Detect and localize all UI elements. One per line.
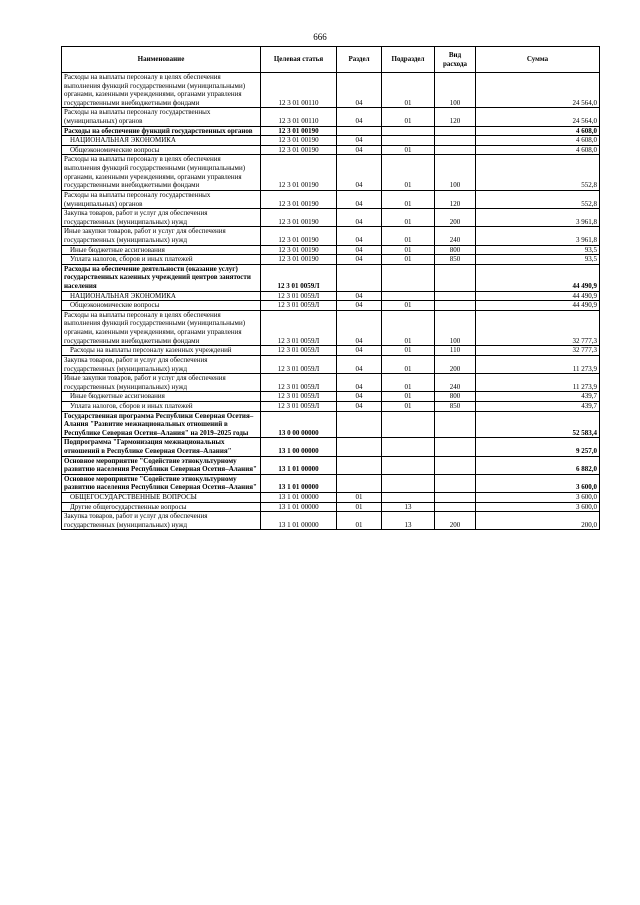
cell-expense-type: 200	[435, 512, 476, 530]
cell-subsection	[382, 411, 435, 438]
cell-name: Уплата налогов, сборов и иных платежей	[62, 401, 261, 411]
cell-subsection: 01	[382, 355, 435, 373]
cell-target: 12 3 01 0059Л	[261, 310, 337, 345]
cell-target: 12 3 01 00190	[261, 209, 337, 227]
cell-name: Общеэкономические вопросы	[62, 301, 261, 311]
cell-subsection: 13	[382, 512, 435, 530]
cell-subsection: 01	[382, 374, 435, 392]
table-row	[62, 346, 600, 356]
cell-amount: 3 600,0	[476, 493, 600, 503]
cell-expense-type: 200	[435, 209, 476, 227]
cell-section: 04	[337, 108, 382, 126]
cell-target: 12 3 01 0059Л	[261, 264, 337, 291]
cell-expense-type: 110	[435, 346, 476, 356]
cell-amount: 93,5	[476, 255, 600, 265]
cell-amount: 552,8	[476, 155, 600, 190]
cell-section: 01	[337, 493, 382, 503]
cell-name: Закупка товаров, работ и услуг для обеспечения государственных (муниципальных) нужд	[62, 209, 261, 227]
cell-section	[337, 474, 382, 492]
cell-section: 04	[337, 346, 382, 356]
cell-name: Уплата налогов, сборов и иных платежей	[62, 255, 261, 265]
cell-expense-type	[435, 456, 476, 474]
cell-section: 04	[337, 301, 382, 311]
cell-expense-type	[435, 438, 476, 456]
table-row	[62, 291, 600, 301]
table-row	[62, 512, 600, 530]
cell-target: 13 0 00 00000	[261, 411, 337, 438]
cell-subsection: 01	[382, 392, 435, 402]
cell-name: ОБЩЕГОСУДАРСТВЕННЫЕ ВОПРОСЫ	[62, 493, 261, 503]
cell-target: 12 3 01 00190	[261, 126, 337, 136]
cell-section: 04	[337, 245, 382, 255]
cell-amount: 200,0	[476, 512, 600, 530]
cell-target: 13 1 01 00000	[261, 502, 337, 512]
cell-subsection: 13	[382, 502, 435, 512]
cell-expense-type	[435, 493, 476, 503]
cell-target: 12 3 01 0059Л	[261, 291, 337, 301]
table-row	[62, 227, 600, 245]
table-header-row	[62, 47, 600, 73]
cell-subsection: 01	[382, 73, 435, 108]
cell-subsection: 01	[382, 155, 435, 190]
cell-amount: 24 564,0	[476, 73, 600, 108]
cell-target: 13 1 00 00000	[261, 438, 337, 456]
cell-subsection	[382, 126, 435, 136]
cell-section: 04	[337, 155, 382, 190]
cell-subsection	[382, 438, 435, 456]
cell-expense-type	[435, 474, 476, 492]
cell-expense-type	[435, 502, 476, 512]
cell-subsection: 01	[382, 190, 435, 208]
header-subsection: Подраздел	[382, 47, 435, 73]
cell-target: 13 1 01 00000	[261, 493, 337, 503]
cell-section: 04	[337, 209, 382, 227]
table-row	[62, 493, 600, 503]
cell-expense-type: 100	[435, 310, 476, 345]
table-row	[62, 301, 600, 311]
cell-expense-type: 120	[435, 190, 476, 208]
table-row	[62, 411, 600, 438]
cell-expense-type	[435, 136, 476, 146]
header-name: Наименование	[62, 47, 261, 73]
cell-amount: 9 257,0	[476, 438, 600, 456]
cell-subsection: 01	[382, 401, 435, 411]
cell-section: 04	[337, 392, 382, 402]
cell-section: 04	[337, 401, 382, 411]
cell-section: 04	[337, 310, 382, 345]
table-row	[62, 310, 600, 345]
cell-subsection: 01	[382, 227, 435, 245]
header-amount: Сумма	[476, 47, 600, 73]
cell-section	[337, 264, 382, 291]
cell-target: 12 3 01 0059Л	[261, 355, 337, 373]
table-row	[62, 474, 600, 492]
table-row	[62, 190, 600, 208]
cell-target: 12 3 01 0059Л	[261, 392, 337, 402]
cell-name: Государственная программа Республики Северная Осетия–Алания "Развитие межнациональных отношений в Республике Северная Осетия–Алания" на 2019–2025 годы	[62, 411, 261, 438]
cell-amount: 3 961,8	[476, 227, 600, 245]
cell-subsection	[382, 493, 435, 503]
cell-amount: 44 490,9	[476, 301, 600, 311]
cell-section: 04	[337, 255, 382, 265]
cell-name: Другие общегосударственные вопросы	[62, 502, 261, 512]
cell-amount: 24 564,0	[476, 108, 600, 126]
table-row	[62, 255, 600, 265]
cell-name: Основное мероприятие "Содействие этнокультурному развитию населения Республики Северная Осетия–Алания"	[62, 456, 261, 474]
cell-target: 12 3 01 00110	[261, 73, 337, 108]
cell-expense-type	[435, 411, 476, 438]
cell-name: Основное мероприятие "Содействие этнокультурному развитию населения Республики Северная Осетия–Алания"	[62, 474, 261, 492]
cell-expense-type: 200	[435, 355, 476, 373]
cell-target: 12 3 01 00190	[261, 245, 337, 255]
cell-section	[337, 456, 382, 474]
cell-target: 12 3 01 00190	[261, 227, 337, 245]
cell-target: 12 3 01 00190	[261, 136, 337, 146]
cell-section: 04	[337, 190, 382, 208]
table-row	[62, 245, 600, 255]
cell-amount: 11 273,9	[476, 355, 600, 373]
cell-expense-type	[435, 145, 476, 155]
cell-amount: 93,5	[476, 245, 600, 255]
cell-section: 04	[337, 145, 382, 155]
cell-name: Закупка товаров, работ и услуг для обеспечения государственных (муниципальных) нужд	[62, 355, 261, 373]
cell-section: 01	[337, 512, 382, 530]
cell-section: 04	[337, 374, 382, 392]
cell-amount: 4 608,0	[476, 145, 600, 155]
cell-subsection	[382, 136, 435, 146]
cell-expense-type	[435, 126, 476, 136]
cell-expense-type: 800	[435, 245, 476, 255]
cell-subsection: 01	[382, 245, 435, 255]
cell-target: 12 3 01 0059Л	[261, 374, 337, 392]
cell-target: 12 3 01 00110	[261, 108, 337, 126]
table-row	[62, 392, 600, 402]
cell-amount: 44 490,9	[476, 291, 600, 301]
cell-name: Расходы на обеспечение деятельности (оказание услуг) государственных казенных учреждений центров занятости населения	[62, 264, 261, 291]
cell-name: Иные бюджетные ассигнования	[62, 392, 261, 402]
cell-section: 04	[337, 227, 382, 245]
cell-expense-type	[435, 264, 476, 291]
cell-amount: 3 600,0	[476, 502, 600, 512]
cell-name: Иные бюджетные ассигнования	[62, 245, 261, 255]
cell-amount: 4 608,0	[476, 136, 600, 146]
cell-amount: 3 961,8	[476, 209, 600, 227]
table-row	[62, 126, 600, 136]
cell-expense-type: 800	[435, 392, 476, 402]
cell-amount: 552,8	[476, 190, 600, 208]
cell-subsection: 01	[382, 145, 435, 155]
cell-section	[337, 126, 382, 136]
cell-target: 12 3 01 0059Л	[261, 301, 337, 311]
cell-subsection: 01	[382, 209, 435, 227]
cell-subsection: 01	[382, 255, 435, 265]
cell-target: 12 3 01 00190	[261, 255, 337, 265]
cell-section: 04	[337, 291, 382, 301]
table-row	[62, 155, 600, 190]
cell-name: НАЦИОНАЛЬНАЯ ЭКОНОМИКА	[62, 291, 261, 301]
cell-target: 13 1 01 00000	[261, 456, 337, 474]
cell-target: 12 3 01 00190	[261, 145, 337, 155]
cell-name: Расходы на выплаты персоналу государственных (муниципальных) органов	[62, 190, 261, 208]
table-row	[62, 401, 600, 411]
cell-expense-type: 240	[435, 227, 476, 245]
cell-amount: 439,7	[476, 401, 600, 411]
cell-expense-type: 850	[435, 255, 476, 265]
cell-amount: 439,7	[476, 392, 600, 402]
table-row	[62, 145, 600, 155]
budget-table	[61, 46, 600, 530]
cell-expense-type: 240	[435, 374, 476, 392]
table-row	[62, 456, 600, 474]
cell-amount: 11 273,9	[476, 374, 600, 392]
cell-target: 12 3 01 00190	[261, 155, 337, 190]
cell-target: 13 1 01 00000	[261, 512, 337, 530]
cell-amount: 32 777,3	[476, 346, 600, 356]
table-row	[62, 73, 600, 108]
cell-target: 12 3 01 0059Л	[261, 346, 337, 356]
table-row	[62, 502, 600, 512]
cell-name: Расходы на обеспечение функций государственных органов	[62, 126, 261, 136]
cell-name: Закупка товаров, работ и услуг для обеспечения государственных (муниципальных) нужд	[62, 512, 261, 530]
table-row	[62, 374, 600, 392]
cell-target: 12 3 01 00190	[261, 190, 337, 208]
cell-name: Расходы на выплаты персоналу в целях обеспечения выполнения функций государственными (муниципальными) органами, казенными учреждениями, органами управления государственными внебюджетными фондами	[62, 155, 261, 190]
table-row	[62, 355, 600, 373]
cell-section: 04	[337, 73, 382, 108]
header-expense-type: Вид расхода	[435, 47, 476, 73]
cell-subsection: 01	[382, 310, 435, 345]
table-row	[62, 136, 600, 146]
cell-subsection	[382, 456, 435, 474]
cell-section: 04	[337, 355, 382, 373]
cell-name: Общеэкономические вопросы	[62, 145, 261, 155]
cell-expense-type	[435, 301, 476, 311]
cell-target: 13 1 01 00000	[261, 474, 337, 492]
cell-name: НАЦИОНАЛЬНАЯ ЭКОНОМИКА	[62, 136, 261, 146]
cell-name: Расходы на выплаты персоналу государственных (муниципальных) органов	[62, 108, 261, 126]
cell-section: 04	[337, 136, 382, 146]
cell-name: Расходы на выплаты персоналу в целях обеспечения выполнения функций государственными (муниципальными) органами, казенными учреждениями, органами управления государственными внебюджетными фондами	[62, 73, 261, 108]
cell-amount: 52 583,4	[476, 411, 600, 438]
cell-name: Подпрограмма "Гармонизация межнациональных отношений в Республике Северная Осетия–Алания"	[62, 438, 261, 456]
cell-subsection	[382, 474, 435, 492]
cell-expense-type: 850	[435, 401, 476, 411]
cell-subsection	[382, 264, 435, 291]
header-target: Целевая статья	[261, 47, 337, 73]
cell-name: Расходы на выплаты персоналу казенных учреждений	[62, 346, 261, 356]
cell-amount: 3 600,0	[476, 474, 600, 492]
table-row	[62, 264, 600, 291]
cell-subsection: 01	[382, 346, 435, 356]
cell-amount: 6 882,0	[476, 456, 600, 474]
table-row	[62, 209, 600, 227]
cell-subsection: 01	[382, 301, 435, 311]
cell-amount: 4 608,0	[476, 126, 600, 136]
cell-name: Иные закупки товаров, работ и услуг для обеспечения государственных (муниципальных) нужд	[62, 374, 261, 392]
cell-amount: 32 777,3	[476, 310, 600, 345]
cell-amount: 44 490,9	[476, 264, 600, 291]
cell-name: Расходы на выплаты персоналу в целях обеспечения выполнения функций государственными (муниципальными) органами, казенными учреждениями, органами управления государственными внебюджетными фондами	[62, 310, 261, 345]
cell-target: 12 3 01 0059Л	[261, 401, 337, 411]
cell-expense-type: 100	[435, 155, 476, 190]
cell-expense-type: 120	[435, 108, 476, 126]
cell-section: 01	[337, 502, 382, 512]
cell-section	[337, 411, 382, 438]
cell-expense-type	[435, 291, 476, 301]
cell-subsection	[382, 291, 435, 301]
table-row	[62, 108, 600, 126]
cell-subsection: 01	[382, 108, 435, 126]
cell-section	[337, 438, 382, 456]
header-section: Раздел	[337, 47, 382, 73]
table-row	[62, 438, 600, 456]
cell-expense-type: 100	[435, 73, 476, 108]
page-number: 666	[313, 32, 327, 42]
cell-name: Иные закупки товаров, работ и услуг для обеспечения государственных (муниципальных) нужд	[62, 227, 261, 245]
